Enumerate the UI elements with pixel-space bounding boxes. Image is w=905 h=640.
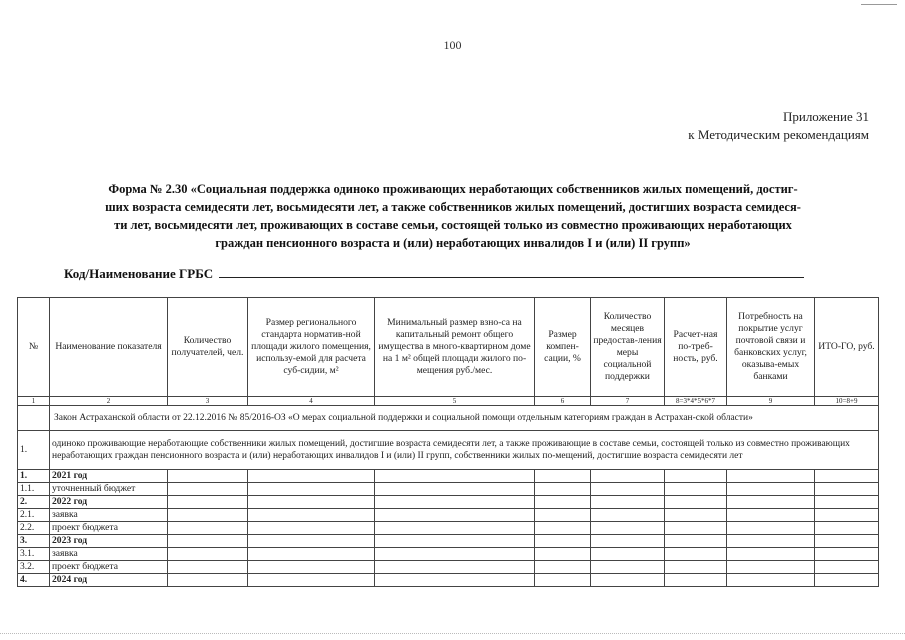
table-row [18,483,879,496]
header-cell: Количество месяцев предостав-ления меры социальной поддержки [591,298,665,397]
data-cell[interactable] [815,574,879,587]
data-cell[interactable] [375,496,535,509]
appendix-title: Приложение 31 [782,109,869,124]
data-cell[interactable] [248,548,375,561]
data-cell[interactable] [815,483,879,496]
data-cell[interactable] [665,483,727,496]
data-cell[interactable] [665,522,727,535]
data-cell[interactable] [727,522,815,535]
data-cell[interactable] [591,548,665,561]
header-cell: Размер компен-сации, % [535,298,591,397]
row-label: проект бюджета [50,522,168,535]
data-cell[interactable] [815,535,879,548]
data-cell[interactable] [665,548,727,561]
row-label: заявка [50,509,168,522]
data-cell[interactable] [591,509,665,522]
data-cell[interactable] [375,535,535,548]
data-cell[interactable] [815,509,879,522]
form-title [30,180,876,252]
data-cell[interactable] [535,561,591,574]
data-cell[interactable] [168,574,248,587]
data-cell[interactable] [535,509,591,522]
data-cell[interactable] [815,496,879,509]
row-number: 1.1. [18,483,50,496]
header-cell: Размер регионального стандарта норматив-ной площади жилого помещения, использу-емой для расчета суб-сидии, м² [248,298,375,397]
data-cell[interactable] [665,509,727,522]
header-cell: Количество получателей, чел. [168,298,248,397]
data-cell[interactable] [815,548,879,561]
law-number-cell [18,406,50,431]
data-cell[interactable] [727,574,815,587]
row-number: 4. [18,574,50,587]
form-title-line: ти лет, восьмидесяти лет, проживающих в составе семьи, состоящей только из совместно проживающих неработающих [114,218,792,232]
data-cell[interactable] [535,522,591,535]
row-number: 3. [18,535,50,548]
header-cell: № [18,298,50,397]
table-row [18,496,879,509]
law-row [18,406,879,431]
row-label: 2023 год [50,535,168,548]
category-description: одиноко проживающие неработающие собственники жилых помещений, достигшие возраста семидесяти лет, а также проживающие в составе семьи, состоящей только из совместно проживающих неработающих граждан пенсионного возраста и (или) неработающих инвалидов I и (или) II групп, собственники жилых по-мещений, достигшие возраста семидесяти лет [50,431,879,470]
column-number-cell: 1 [18,397,50,406]
data-cell[interactable] [815,561,879,574]
row-number: 2.2. [18,522,50,535]
data-cell[interactable] [665,535,727,548]
data-cell[interactable] [727,470,815,483]
data-cell[interactable] [665,470,727,483]
column-number-row [18,397,879,406]
data-cell[interactable] [535,535,591,548]
table-row [18,535,879,548]
data-cell[interactable] [591,561,665,574]
data-cell[interactable] [591,574,665,587]
data-cell[interactable] [248,561,375,574]
column-number-cell: 7 [591,397,665,406]
header-cell: ИТО-ГО, руб. [815,298,879,397]
category-row [18,431,879,470]
data-cell[interactable] [727,509,815,522]
data-cell[interactable] [727,561,815,574]
data-cell[interactable] [665,496,727,509]
column-number-cell: 8=3*4*5*6*7 [665,397,727,406]
category-number: 1. [18,431,50,470]
data-cell[interactable] [535,470,591,483]
data-cell[interactable] [535,548,591,561]
data-cell[interactable] [375,470,535,483]
row-label: 2022 год [50,496,168,509]
data-cell[interactable] [168,509,248,522]
column-number-cell: 3 [168,397,248,406]
form-title-line: граждан пенсионного возраста и (или) неработающих инвалидов I и (или) II групп» [215,236,691,250]
form-title-line: ших возраста семидесяти лет, восьмидесяти лет, а также собственников жилых помещений, достигших возраста семидеся- [105,200,801,214]
column-number-cell: 6 [535,397,591,406]
data-cell[interactable] [248,509,375,522]
data-cell[interactable] [248,574,375,587]
table-row [18,470,879,483]
column-number-cell: 5 [375,397,535,406]
row-label: 2024 год [50,574,168,587]
column-number-cell: 10=8+9 [815,397,879,406]
grbs-label: Код/Наименование ГРБС [64,266,214,281]
data-cell[interactable] [591,535,665,548]
data-cell[interactable] [248,522,375,535]
row-label: заявка [50,548,168,561]
data-cell[interactable] [535,496,591,509]
appendix-reference [688,108,869,144]
form-table [17,297,879,587]
header-cell: Расчет-ная по-треб-ность, руб. [665,298,727,397]
form-title-line: Форма № 2.30 «Социальная поддержка одиноко проживающих неработающих собственников жилых помещений, достиг- [108,182,798,196]
row-number: 1. [18,470,50,483]
column-number-cell: 2 [50,397,168,406]
row-number: 2.1. [18,509,50,522]
law-reference: Закон Астраханской области от 22.12.2016 № 85/2016-ОЗ «О мерах социальной поддержки и социальной помощи отдельным категориям граждан в Астрахан-ской области» [50,406,879,431]
appendix-subtitle: к Методическим рекомендациям [688,127,869,142]
column-number-cell: 9 [727,397,815,406]
data-cell[interactable] [815,522,879,535]
data-cell[interactable] [375,483,535,496]
data-cell[interactable] [168,496,248,509]
table-row [18,574,879,587]
header-cell: Потребность на покрытие услуг почтовой связи и банковских услуг, оказыва-емых банками [727,298,815,397]
data-cell[interactable] [591,470,665,483]
data-cell[interactable] [375,548,535,561]
data-cell[interactable] [248,496,375,509]
row-label: уточненный бюджет [50,483,168,496]
data-cell[interactable] [375,574,535,587]
table-row [18,522,879,535]
page-number: 100 [443,38,462,52]
data-cell[interactable] [168,561,248,574]
data-cell[interactable] [168,548,248,561]
data-cell[interactable] [248,470,375,483]
table-row [18,561,879,574]
header-cell: Наименование показателя [50,298,168,397]
data-cell[interactable] [591,483,665,496]
data-cell[interactable] [168,470,248,483]
data-cell[interactable] [727,548,815,561]
data-cell[interactable] [591,496,665,509]
data-cell[interactable] [168,483,248,496]
row-label: проект бюджета [50,561,168,574]
column-number-cell: 4 [248,397,375,406]
data-cell[interactable] [535,483,591,496]
data-cell[interactable] [591,522,665,535]
grbs-field [64,265,804,282]
data-cell[interactable] [535,574,591,587]
data-cell[interactable] [375,561,535,574]
header-cell: Минимальный размер взно-са на капитальный ремонт общего имущества в много-квартирном доме на 1 м² общей площади жилого по-мещения руб./мес. [375,298,535,397]
data-cell[interactable] [168,535,248,548]
data-cell[interactable] [248,483,375,496]
data-cell[interactable] [815,470,879,483]
data-cell[interactable] [248,535,375,548]
data-cell[interactable] [727,496,815,509]
data-cell[interactable] [375,509,535,522]
table-row [18,509,879,522]
table-row [18,548,879,561]
data-cell[interactable] [727,535,815,548]
row-number: 2. [18,496,50,509]
scan-edge-mark [861,4,897,5]
row-number: 3.1. [18,548,50,561]
grbs-fill-line[interactable] [219,265,804,278]
scan-bottom-edge [0,633,905,634]
data-cell[interactable] [665,574,727,587]
data-cell[interactable] [375,522,535,535]
data-cell[interactable] [168,522,248,535]
row-number: 3.2. [18,561,50,574]
data-cell[interactable] [665,561,727,574]
data-cell[interactable] [727,483,815,496]
row-label: 2021 год [50,470,168,483]
table-header-row [18,298,879,397]
